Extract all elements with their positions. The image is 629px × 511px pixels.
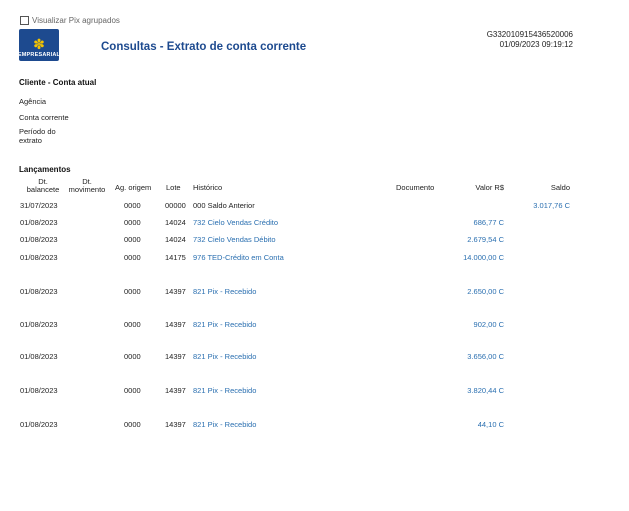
- period-label: [19, 127, 56, 145]
- row-lote: 14397: [165, 287, 186, 296]
- client-section-title: Cliente - Conta atual: [19, 78, 97, 87]
- col-header-saldo: Saldo: [550, 183, 570, 192]
- row-ag-origem: 0000: [124, 201, 141, 210]
- row-lote: 14397: [165, 320, 186, 329]
- bank-logo: [19, 29, 59, 61]
- row-date: 01/08/2023: [20, 235, 58, 244]
- period-label-line1: Período do: [19, 127, 56, 136]
- col-header-historico: Histórico: [193, 183, 223, 192]
- pix-group-option[interactable]: [20, 16, 120, 25]
- col-header-dt-balancete-line1: Dt.: [38, 177, 48, 186]
- row-ag-origem: 0000: [124, 235, 141, 244]
- col-header-dt-movimento: [66, 178, 108, 194]
- row-lote: 00000: [165, 201, 186, 210]
- col-header-ag-origem: Ag. origem: [115, 183, 152, 192]
- row-historico[interactable]: 732 Cielo Vendas Débito: [193, 235, 276, 244]
- col-header-documento: Documento: [396, 183, 435, 192]
- col-header-dt-movimento-line1: Dt.: [82, 177, 92, 186]
- account-label: Conta corrente: [19, 113, 69, 122]
- document-id: [487, 30, 573, 50]
- document-code: G332010915436520006: [486, 30, 573, 39]
- row-lote: 14024: [165, 235, 186, 244]
- row-historico: 000 Saldo Anterior: [193, 201, 255, 210]
- row-ag-origem: 0000: [124, 386, 141, 395]
- row-date: 01/08/2023: [20, 320, 58, 329]
- row-historico[interactable]: 732 Cielo Vendas Crédito: [193, 218, 279, 227]
- row-date: 01/08/2023: [20, 253, 58, 262]
- row-date: 01/08/2023: [20, 420, 58, 429]
- logo-text: EMPRESARIAL: [17, 52, 61, 58]
- row-historico[interactable]: 821 Pix - Recebido: [193, 287, 257, 296]
- document-datetime: 01/09/2023 09:19:12: [499, 40, 573, 49]
- col-header-dt-balancete: [22, 178, 64, 194]
- row-valor: 686,77 C: [473, 218, 504, 227]
- row-lote: 14024: [165, 218, 186, 227]
- row-historico[interactable]: 976 TED-Crédito em Conta: [193, 253, 284, 262]
- entries-section-title: Lançamentos: [19, 165, 71, 174]
- row-historico[interactable]: 821 Pix - Recebido: [193, 386, 257, 395]
- row-valor: 3.820,44 C: [467, 386, 504, 395]
- row-date: 01/08/2023: [20, 218, 58, 227]
- row-date: 01/08/2023: [20, 386, 58, 395]
- col-header-lote: Lote: [166, 183, 181, 192]
- row-saldo: 3.017,76 C: [533, 201, 570, 210]
- pix-group-checkbox[interactable]: [20, 16, 29, 25]
- row-valor: 2.679,54 C: [467, 235, 504, 244]
- page-title: Consultas - Extrato de conta corrente: [101, 41, 307, 53]
- row-lote: 14397: [165, 420, 186, 429]
- row-ag-origem: 0000: [124, 420, 141, 429]
- row-historico[interactable]: 821 Pix - Recebido: [193, 420, 257, 429]
- row-date: 31/07/2023: [20, 201, 58, 210]
- col-header-valor: Valor R$: [475, 183, 504, 192]
- row-historico[interactable]: 821 Pix - Recebido: [193, 352, 257, 361]
- row-date: 01/08/2023: [20, 287, 58, 296]
- row-ag-origem: 0000: [124, 287, 141, 296]
- row-valor: 44,10 C: [477, 420, 504, 429]
- agency-label: Agência: [19, 97, 47, 106]
- row-lote: 14397: [165, 352, 186, 361]
- row-date: 01/08/2023: [20, 352, 58, 361]
- col-header-dt-movimento-line2: movimento: [68, 185, 106, 194]
- row-ag-origem: 0000: [124, 253, 141, 262]
- col-header-dt-balancete-line2: balancete: [26, 185, 60, 194]
- pix-group-label: Visualizar Pix agrupados: [32, 16, 120, 25]
- row-valor: 902,00 C: [473, 320, 504, 329]
- row-lote: 14175: [165, 253, 186, 262]
- bank-logo-icon: ✽: [33, 36, 45, 52]
- row-ag-origem: 0000: [124, 320, 141, 329]
- row-valor: 14.000,00 C: [463, 253, 504, 262]
- row-valor: 3.656,00 C: [467, 352, 504, 361]
- row-ag-origem: 0000: [124, 352, 141, 361]
- row-valor: 2.650,00 C: [467, 287, 504, 296]
- row-lote: 14397: [165, 386, 186, 395]
- period-label-line2: extrato: [19, 136, 42, 145]
- row-historico[interactable]: 821 Pix - Recebido: [193, 320, 257, 329]
- row-ag-origem: 0000: [124, 218, 141, 227]
